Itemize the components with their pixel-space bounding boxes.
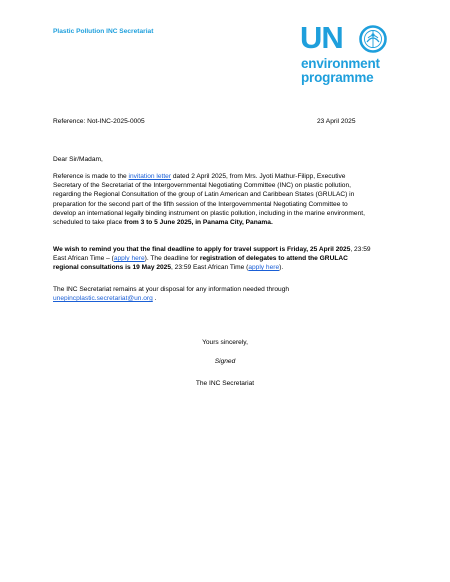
paragraph-reference [53, 172, 371, 227]
paragraph-text: , 23:59 East African Time ( [171, 264, 249, 272]
paragraph-deadlines [53, 245, 371, 273]
secretariat-heading: Plastic Pollution INC Secretariat [53, 28, 154, 35]
apply-here-registration-link[interactable]: apply here [248, 264, 280, 272]
apply-here-travel-link[interactable]: apply here [113, 255, 145, 263]
secretariat-email-link[interactable]: unepincplastic.secretariat@un.org [53, 295, 153, 303]
letter-date: 23 April 2025 [317, 118, 356, 125]
reference-number: Reference: Not-INC-2025-0005 [53, 118, 145, 125]
signature: Signed [214, 358, 236, 365]
unep-logo [300, 22, 400, 87]
logo-environment-text: environment [301, 56, 380, 71]
un-emblem-icon [358, 24, 388, 54]
paragraph-text: Reference is made to the [53, 173, 129, 180]
invitation-letter-link[interactable]: invitation letter [128, 173, 172, 180]
paragraph-text: ). [279, 264, 284, 272]
meeting-dates-text: from 3 to 5 June 2025, in Panama City, Panama. [124, 219, 273, 227]
logo-programme-text: programme [301, 70, 374, 85]
salutation: Dear Sir/Madam, [53, 156, 103, 163]
signatory: The INC Secretariat [195, 380, 255, 387]
logo-un-text: UN [300, 20, 343, 55]
paragraph-contact [53, 285, 371, 303]
closing-phrase: Yours sincerely, [202, 339, 248, 346]
registration-deadline-text: registration of delegates to attend the GRULAC regional consultations is 19 May 2025 [53, 255, 348, 272]
paragraph-text: The INC Secretariat remains at your disposal for any information needed through [53, 286, 290, 293]
paragraph-text: . [152, 295, 157, 303]
paragraph-text: , 23:59 East African Time – ( [53, 246, 371, 263]
paragraph-text: dated 2 April 2025, from Mrs. Jyoti Mathur-Filipp, Executive Secretary of the Secretariat of the Intergovernmental Negotiating Committee (INC) on plastic pollution, regarding the Regional Consultation of the group of Latin American and Caribbean States (GRULAC) in preparation for the second part of the fifth session of the Intergovernmental Negotiating Committee to develop an international legally binding instrument on plastic pollution, including in the marine environment, scheduled to take place [53, 173, 365, 227]
travel-deadline-text: We wish to remind you that the final deadline to apply for travel support is Friday, 25 April 2025 [53, 246, 351, 253]
paragraph-text: ). The deadline for [144, 255, 200, 263]
